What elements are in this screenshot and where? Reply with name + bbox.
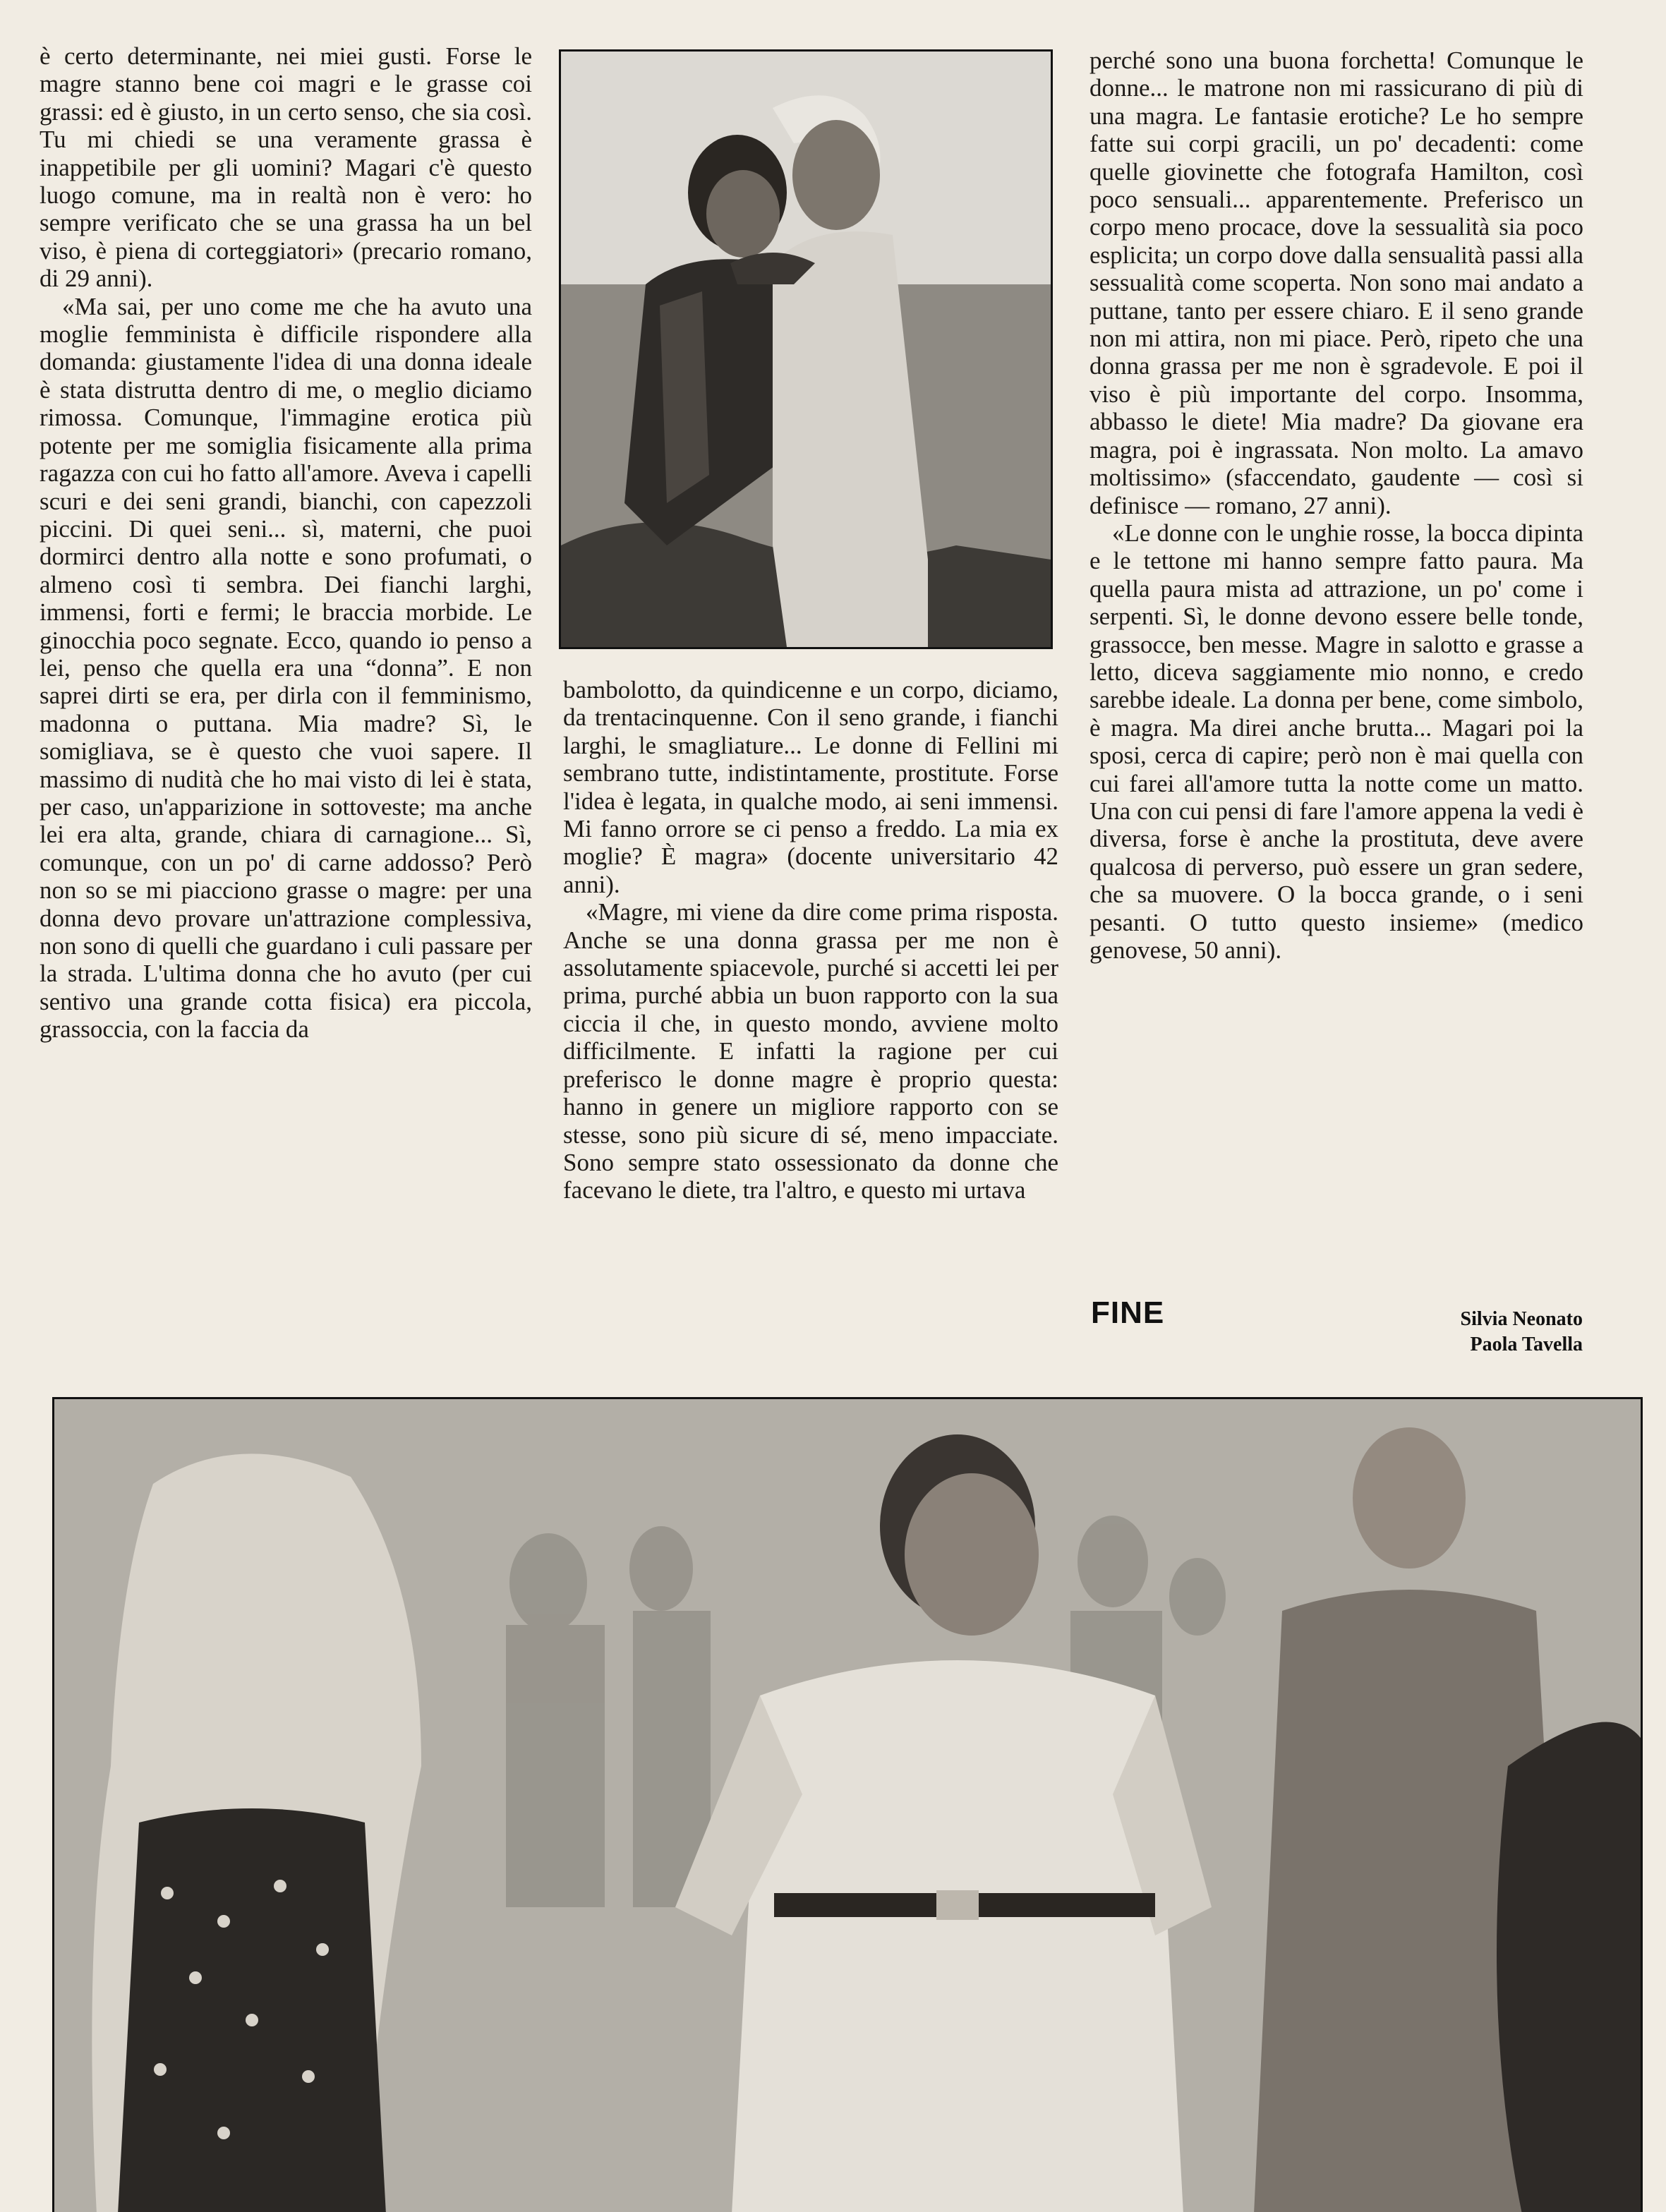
article-column-2 (563, 676, 1058, 1360)
column-2-paragraph-2: «Magre, mi viene da dire come prima risposta. Anche se una donna grassa per me non è assolutamente spiacevole, purché si accetti lei per prima, purché abbia un buon rapporto con la sua ciccia il che, in questo mondo, avviene molto difficilmente. E infatti la ragione per cui preferisco le donne magre è proprio questa: hanno in genere un migliore rapporto con se stesse, sono più sicure di sé, meno impacciate. Sono sempre stato ossessionato da donne che facevano le diete, tra l'altro, e questo mi urtava (563, 898, 1058, 1204)
photo-couple-embracing (559, 49, 1053, 649)
photo-crowd-scene (52, 1397, 1643, 2212)
column-1-paragraph-1: è certo determinante, nei miei gusti. Forse le magre stanno bene coi magri e le grasse coi grassi: ed è giusto, in un certo senso, che sia così. Tu mi chiedi se una veramente grassa è inappetibile per gli uomini? Magari c'è questo luogo comune, ma in realtà non è vero: ho sempre verificato che se una grassa ha un bel viso, è piena di corteggiatori» (precario romano, di 29 anni). (40, 42, 532, 293)
author-credits (1461, 1307, 1583, 1358)
column-3-paragraph-2: «Le donne con le unghie rosse, la bocca dipinta e le tettone mi hanno sempre fatto paura. Ma quella paura mista ad attrazione, un po' come i serpenti. Sì, le donne devono essere belle tonde, grassocce, ben messe. Magre in salotto e grasse a letto, diceva saggiamente mio nonno, e credo sarebbe ideale. La donna per bene, come simbolo, è magra. Ma direi anche brutta... Magari poi la sposi, cerca di capire; però non è mai quella con cui farei all'amore tutta la notte come un matto. Una con cui pensi di fare l'amore appena la vedi è diversa, forse è anche la prostituta, deve avere qualcosa di perverso, può essere un gran sedere, che sa muovere. O la bocca grande, o i seni pesanti. O tutto questo insieme» (medico genovese, 50 anni). (1089, 519, 1583, 964)
column-2-paragraph-1: bambolotto, da quindicenne e un corpo, diciamo, da trentacinquenne. Con il seno grande, i fianchi larghi, le smagliature... Le donne di Fellini mi sembrano tutte, indistintamente, prostitute. Forse l'idea è legata, in qualche modo, ai seni immensi. Mi fanno orrore se ci penso a freddo. La mia ex moglie? È magra» (docente universitario 42 anni). (563, 676, 1058, 898)
author-name: Silvia Neonato (1460, 1308, 1583, 1330)
column-1-paragraph-2: «Ma sai, per uno come me che ha avuto una moglie femminista è difficile rispondere alla domanda: giustamente l'idea di una donna ideale è stata distrutta dentro di me, o meglio diciamo rimossa. Comunque, l'immagine erotica più potente per me somiglia fisicamente alla prima ragazza con cui ho fatto all'amore. Aveva i capelli scuri e dei seni grandi, bianchi, con capezzoli piccini. Di quei seni... sì, materni, che puoi dormirci dentro alla notte e sono profumati, o almeno così ti sembra. Dei fianchi larghi, immensi, forti e fermi; le braccia morbide. Le ginocchia poco segnate. Ecco, quando io penso a lei, penso che quella era una “donna”. E non saprei dirti se era, per dirla con il femminismo, madonna o puttana. Mia madre? Sì, le somigliava, se è questo che vuoi sapere. Il massimo di nudità che ho mai visto di lei è stata, per caso, un'apparizione in sottoveste; ma anche lei era alta, grande, chiara di carnagione... Sì, comunque, con un po' di carne addosso? Però non so se mi piacciono grasse o magre: per una donna devo provare un'attrazione complessiva, non sono di quelli che guardano i culi passare per la strada. L'ultima donna che ho avuto (per cui sentivo una grande cotta fisica) era piccola, grassoccia, con la faccia da (40, 292, 532, 1044)
photo-crowd-drawing (54, 1399, 1641, 2212)
author-name: Paola Tavella (1470, 1334, 1583, 1355)
article-column-1 (40, 42, 532, 1362)
end-mark: FINE (1091, 1295, 1165, 1330)
photo-couple-drawing (561, 52, 1051, 647)
column-3-paragraph-1: perché sono una buona forchetta! Comunque le donne... le matrone non mi rassicurano di più di una magra. Le fantasie erotiche? Le ho sempre fatte sui corpi gracili, un po' decadenti: come quelle giovinette che fotografa Hamilton, così poco sensuali... apparentemente. Preferisco un corpo meno procace, dove la sessualità sia poco esplicita; un corpo dove dalla sensualità passi alla sessualità come scoperta. Non sono mai andato a puttane, tanto per essere chiaro. E il seno grande non mi attira, non mi piace. Però, ripeto che una donna grassa per me non è sgradevole. E poi il viso è più importante del corpo. Insomma, abbasso le diete! Mia madre? Da giovane era magra, poi è ingrassata. Non molto. La amavo moltissimo» (sfaccendato, gaudente — così si definisce — romano, 27 anni). (1089, 47, 1583, 519)
article-column-3 (1089, 47, 1583, 1288)
